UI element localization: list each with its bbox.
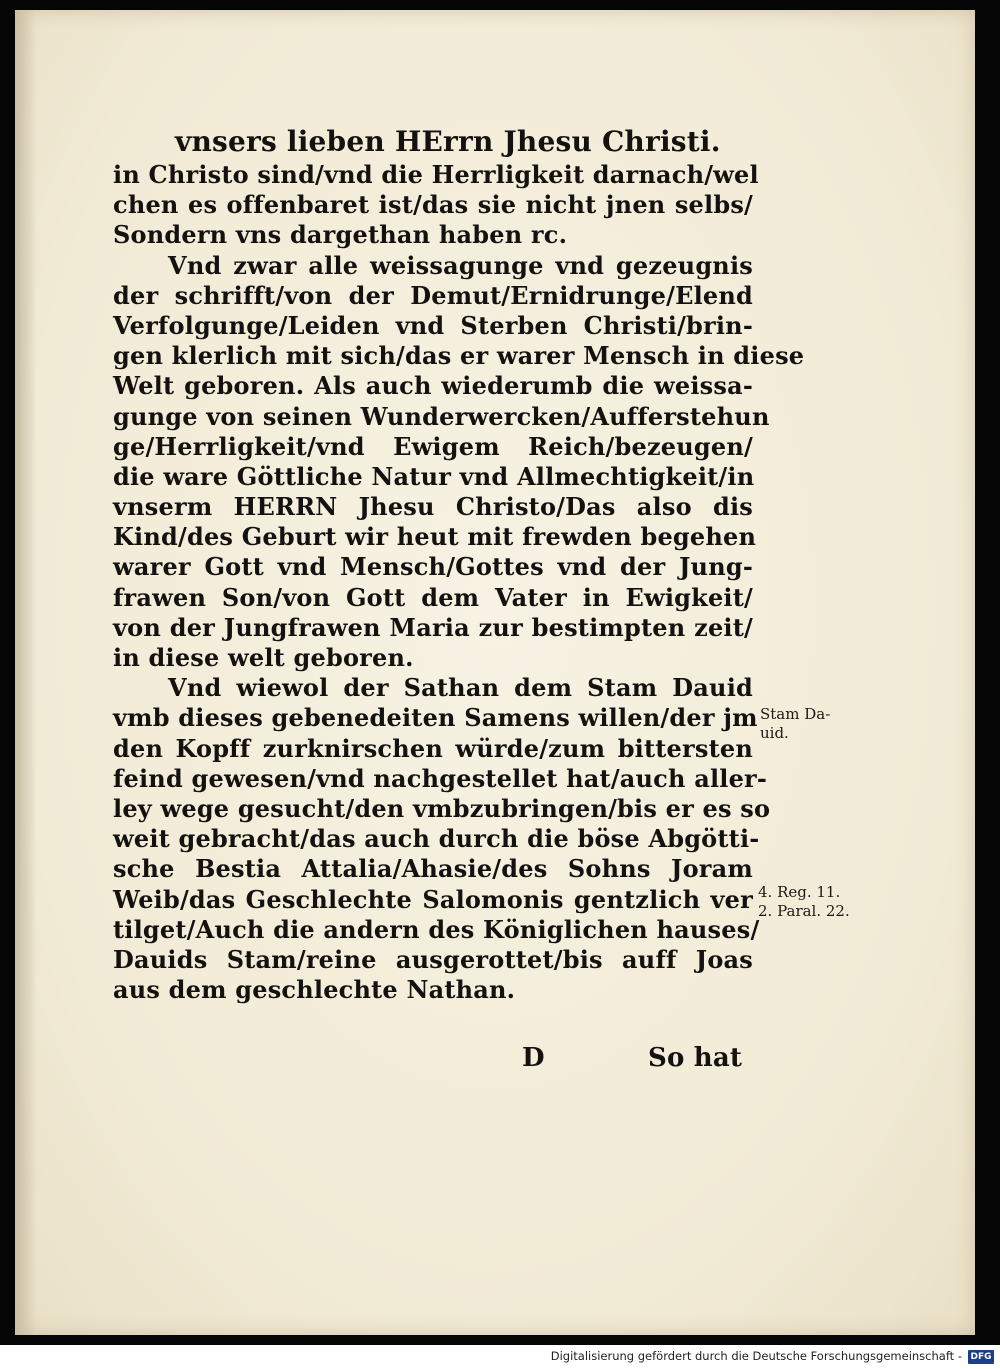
text-line: Kind/des Geburt wir heut mit frewden begehen: [113, 522, 757, 552]
text-line: Sondern vns dargethan haben rc.: [113, 220, 568, 250]
funding-credit: Digitalisierung gefördert durch die Deutsche Forschungsgemeinschaft -: [550, 1349, 962, 1363]
text-line: tilget/Auch die andern des Königlichen hauses/: [113, 914, 760, 944]
text-line: vnserm HERRN Jhesu Christo/Das also dis: [113, 492, 753, 522]
text-line: gen klerlich mit sich/das er warer Mensch in diese: [113, 341, 805, 371]
text-line: die ware Göttliche Natur vnd Allmechtigkeit/in: [113, 461, 755, 491]
text-line: ge/Herrligkeit/vnd Ewigem Reich/bezeugen/: [113, 431, 753, 461]
text-line: weit gebracht/das auch durch die böse Abgötti-: [113, 824, 760, 854]
text-line: ley wege gesucht/den vmbzubringen/bis er es so: [113, 793, 771, 823]
marginal-line: 2. Paral. 22.: [758, 902, 850, 920]
signature-mark: D: [522, 1043, 545, 1073]
text-line: von der Jungfrawen Maria zur bestimpten zeit/: [113, 612, 753, 642]
text-line: in Christo sind/vnd die Herrligkeit darnach/wel: [113, 160, 759, 189]
marginal-line: uid.: [760, 724, 789, 742]
text-line: gunge von seinen Wunderwercken/Aufferstehun: [113, 401, 770, 431]
text-line: feind gewesen/vnd nachgestellet hat/auch aller-: [113, 763, 768, 793]
text-line: chen es offenbaret ist/das sie nicht jnen selbs/: [113, 190, 753, 220]
text-line: warer Gott vnd Mensch/Gottes vnd der Jung-: [113, 552, 753, 582]
text-line: der schrifft/von der Demut/Ernidrunge/Elend: [113, 280, 753, 310]
text-line: Weib/das Geschlechte Salomonis gentzlich ver: [113, 884, 753, 914]
text-line: sche Bestia Attalia/Ahasie/des Sohns Joram: [113, 854, 753, 884]
text-line: in diese welt geboren.: [113, 643, 414, 672]
footer-bar: [0, 1347, 1000, 1369]
text-line: aus dem geschlechte Nathan.: [113, 975, 516, 1005]
marginal-line: 4. Reg. 11.: [758, 883, 841, 901]
text-line: Dauids Stam/reine ausgerottet/bis auff Joas: [113, 944, 753, 974]
text-line: Vnd wiewol der Sathan dem Stam Dauid: [168, 673, 753, 703]
marginal-note-stam-dauid: [760, 705, 830, 743]
page-gutter-shadow: [15, 10, 37, 1335]
marginal-note-reference: [758, 883, 850, 921]
marginal-line: Stam Da-: [760, 705, 831, 723]
dfg-logo: DFG: [968, 1350, 994, 1364]
text-line: den Kopff zurknirschen würde/zum bittersten: [113, 733, 753, 763]
running-head: vnsers lieben HErrn Jhesu Christi.: [175, 125, 721, 158]
text-line: Vnd zwar alle weissagunge vnd gezeugnis: [168, 250, 753, 280]
text-line: frawen Son/von Gott dem Vater in Ewigkeit/: [113, 582, 753, 612]
text-line: Welt geboren. Als auch wiederumb die weissa-: [113, 371, 753, 401]
text-line: vmb dieses gebenedeiten Samens willen/der jm: [113, 703, 758, 733]
text-line: Verfolgunge/Leiden vnd Sterben Christi/brin-: [113, 310, 753, 340]
catchword: So hat: [648, 1043, 743, 1073]
